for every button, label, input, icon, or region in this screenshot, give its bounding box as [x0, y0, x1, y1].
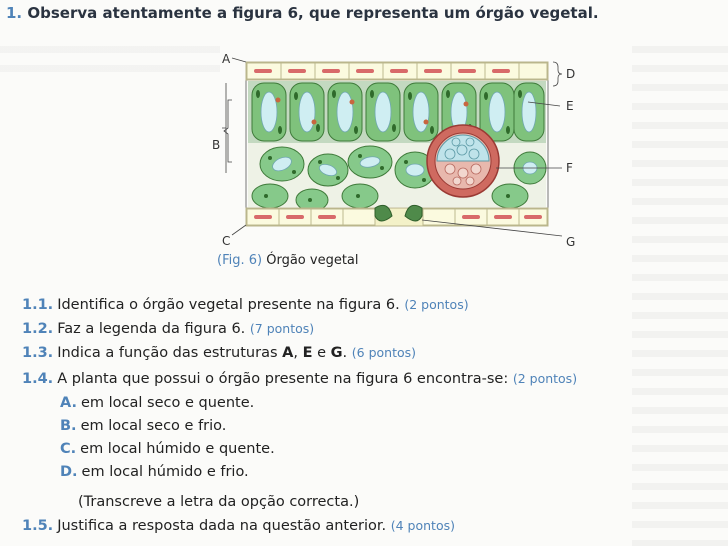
- instruction: (Transcreve a letra da opção correcta.): [78, 494, 360, 510]
- option-text: em local húmido e quente.: [80, 441, 275, 457]
- option-text: em local húmido e frio.: [81, 464, 249, 480]
- item-points: (6 pontos): [351, 345, 417, 360]
- figure-caption: [217, 253, 359, 268]
- option-letter: B.: [60, 418, 77, 434]
- item-points: (7 pontos): [249, 321, 315, 336]
- palisade-parenchyma: [248, 81, 546, 143]
- label-f: F: [566, 161, 573, 175]
- item-text: Identifica o órgão vegetal presente na figura 6.: [57, 297, 400, 313]
- structure-g: G: [330, 345, 343, 361]
- item-number: 1.4.: [22, 371, 54, 387]
- item-1-4: [22, 371, 577, 387]
- item-points: (4 pontos): [390, 518, 455, 533]
- question-text: Observa atentamente a figura 6, que representa um órgão vegetal.: [27, 4, 599, 22]
- option-letter: A.: [60, 395, 77, 411]
- item-points: (2 pontos): [404, 297, 469, 312]
- bleed-through-text-right: [632, 34, 728, 546]
- label-a: A: [222, 52, 231, 66]
- item-text: A planta que possui o órgão presente na figura 6 encontra-se:: [57, 371, 509, 387]
- spongy-parenchyma: [248, 143, 546, 211]
- item-1-2: [22, 321, 314, 337]
- item-1-1: [22, 297, 469, 313]
- label-b: B: [212, 138, 221, 152]
- label-g: G: [566, 235, 576, 249]
- option-a: [60, 395, 254, 411]
- item-number: 1.1.: [22, 297, 54, 313]
- label-c: C: [222, 234, 231, 248]
- option-letter: D.: [60, 464, 78, 480]
- leaf-cross-section-figure: [210, 50, 590, 250]
- separator-and: e: [312, 345, 331, 361]
- item-number: 1.2.: [22, 321, 54, 337]
- item-points: (2 pontos): [512, 371, 578, 386]
- option-d: [60, 464, 249, 480]
- option-b: [60, 418, 226, 434]
- item-text: Faz a legenda da figura 6.: [57, 321, 246, 337]
- option-text: em local seco e frio.: [80, 418, 227, 434]
- separator-comma: ,: [293, 345, 303, 361]
- bleed-through-text-left: [0, 34, 220, 74]
- item-text: Indica a função das estruturas: [57, 345, 283, 361]
- question-number: 1.: [6, 4, 23, 22]
- item-1-5: [22, 518, 455, 534]
- item-number: 1.5.: [22, 518, 54, 534]
- structure-e: E: [302, 345, 313, 361]
- figure-caption-text: Órgão vegetal: [266, 253, 359, 268]
- option-letter: C.: [60, 441, 77, 457]
- upper-epidermis: [246, 62, 548, 80]
- separator-dot: .: [342, 345, 348, 361]
- label-d: D: [566, 67, 576, 81]
- figure-number: (Fig. 6): [217, 253, 263, 268]
- label-e: E: [566, 99, 574, 113]
- option-text: em local seco e quente.: [81, 395, 255, 411]
- question-1-heading: [6, 4, 599, 22]
- item-number: 1.3.: [22, 345, 54, 361]
- item-text: Justifica a resposta dada na questão anterior.: [57, 518, 387, 534]
- structure-a: A: [282, 345, 294, 361]
- item-1-3: [22, 345, 416, 361]
- lower-epidermis: [246, 205, 548, 226]
- option-c: [60, 441, 275, 457]
- vascular-bundle: [427, 125, 499, 197]
